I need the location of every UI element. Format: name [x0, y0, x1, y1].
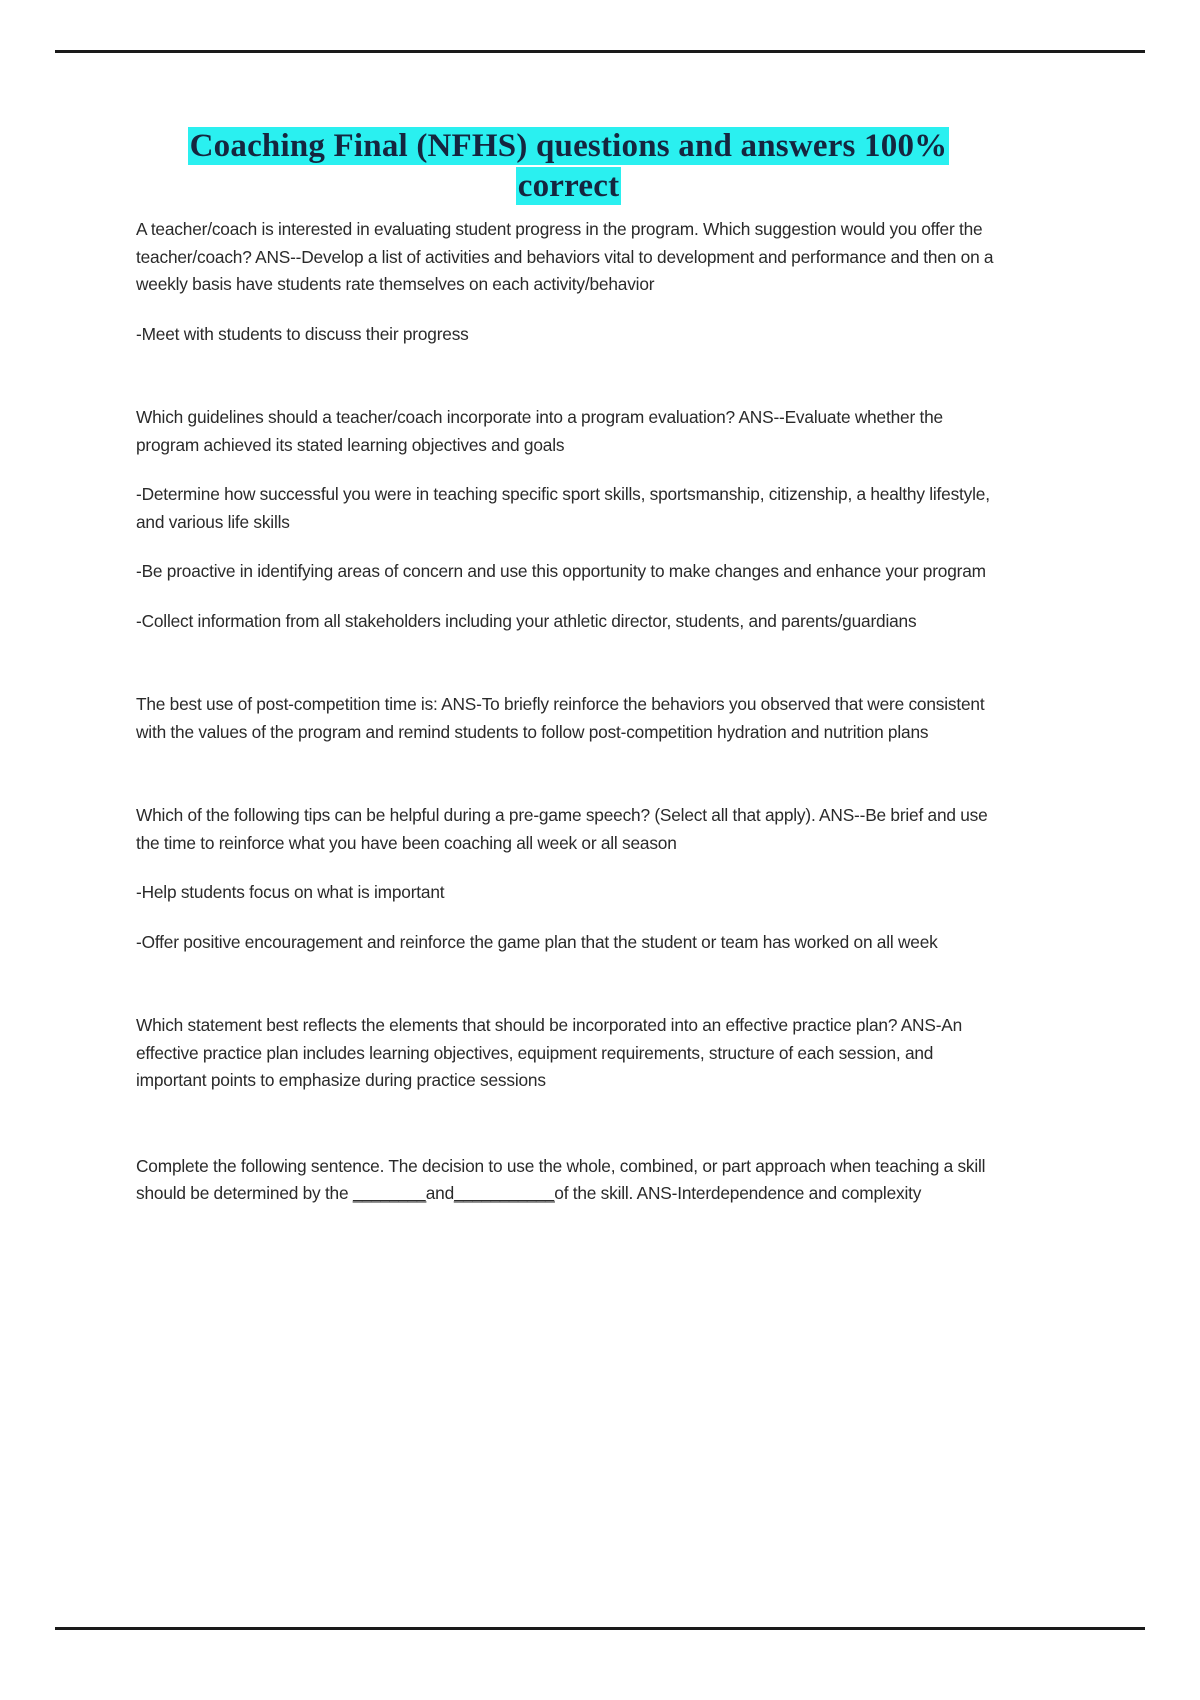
blank-field-2: ___________	[454, 1183, 555, 1203]
document-content	[136, 126, 1001, 1230]
question-fragment-3: of the skill. ANS-Interdependence and complexity	[554, 1183, 922, 1203]
question-text: The best use of post-competition time is: ANS-To briefly reinforce the behaviors you observed that were consistent with the values of the program and remind students to follow post-competition hydration and nutrition plans	[136, 694, 985, 742]
question-text: Which statement best reflects the elements that should be incorporated into an effective practice plan? ANS-An effective practice plan includes learning objectives, equipment requirements, structure of each session, and important points to emphasize during practice sessions	[136, 1015, 963, 1090]
question-text: Which of the following tips can be helpful during a pre-game speech? (Select all that apply). ANS--Be brief and use the time to reinforce what you have been coaching all week or all season	[136, 805, 988, 853]
answer-text: -Help students focus on what is important	[136, 882, 445, 902]
page-title-line2: correct	[517, 168, 620, 204]
page-top-rule	[55, 50, 1145, 53]
question-fragment-2: and	[425, 1183, 455, 1203]
blank-field-1: ________	[352, 1183, 426, 1203]
question-text: A teacher/coach is interested in evaluating student progress in the program. Which suggestion would you offer the teacher/coach? ANS--Develop a list of activities and behaviors vital to development and performance and then on a weekly basis have students rate themselves on each activity/behavior	[136, 219, 994, 294]
page-bottom-rule	[55, 1627, 1145, 1630]
answer-text: -Meet with students to discuss their progress	[136, 323, 469, 344]
answer-text: -Be proactive in identifying areas of concern and use this opportunity to make changes and enhance your program	[136, 561, 986, 581]
page-title	[136, 126, 1001, 206]
question-text-fill-in-blank	[136, 1153, 1001, 1208]
answer-text: -Offer positive encouragement and reinforce the game plan that the student or team has worked on all week	[136, 931, 938, 952]
answer-text: -Collect information from all stakeholders including your athletic director, students, and parents/guardians	[136, 610, 917, 631]
question-text: Which guidelines should a teacher/coach incorporate into a program evaluation? ANS--Evaluate whether the program achieved its stated learning objectives and goals	[136, 407, 943, 455]
answer-text: -Determine how successful you were in teaching specific sport skills, sportsmanship, citizenship, a healthy lifestyle, and various life skills	[136, 484, 990, 532]
page-title-line1: Coaching Final (NFHS) questions and answers 100%	[189, 128, 948, 164]
question-fragment-1: Complete the following sentence. The decision to use the whole, combined, or part approach when teaching a skill should be determined by the	[136, 1155, 986, 1203]
